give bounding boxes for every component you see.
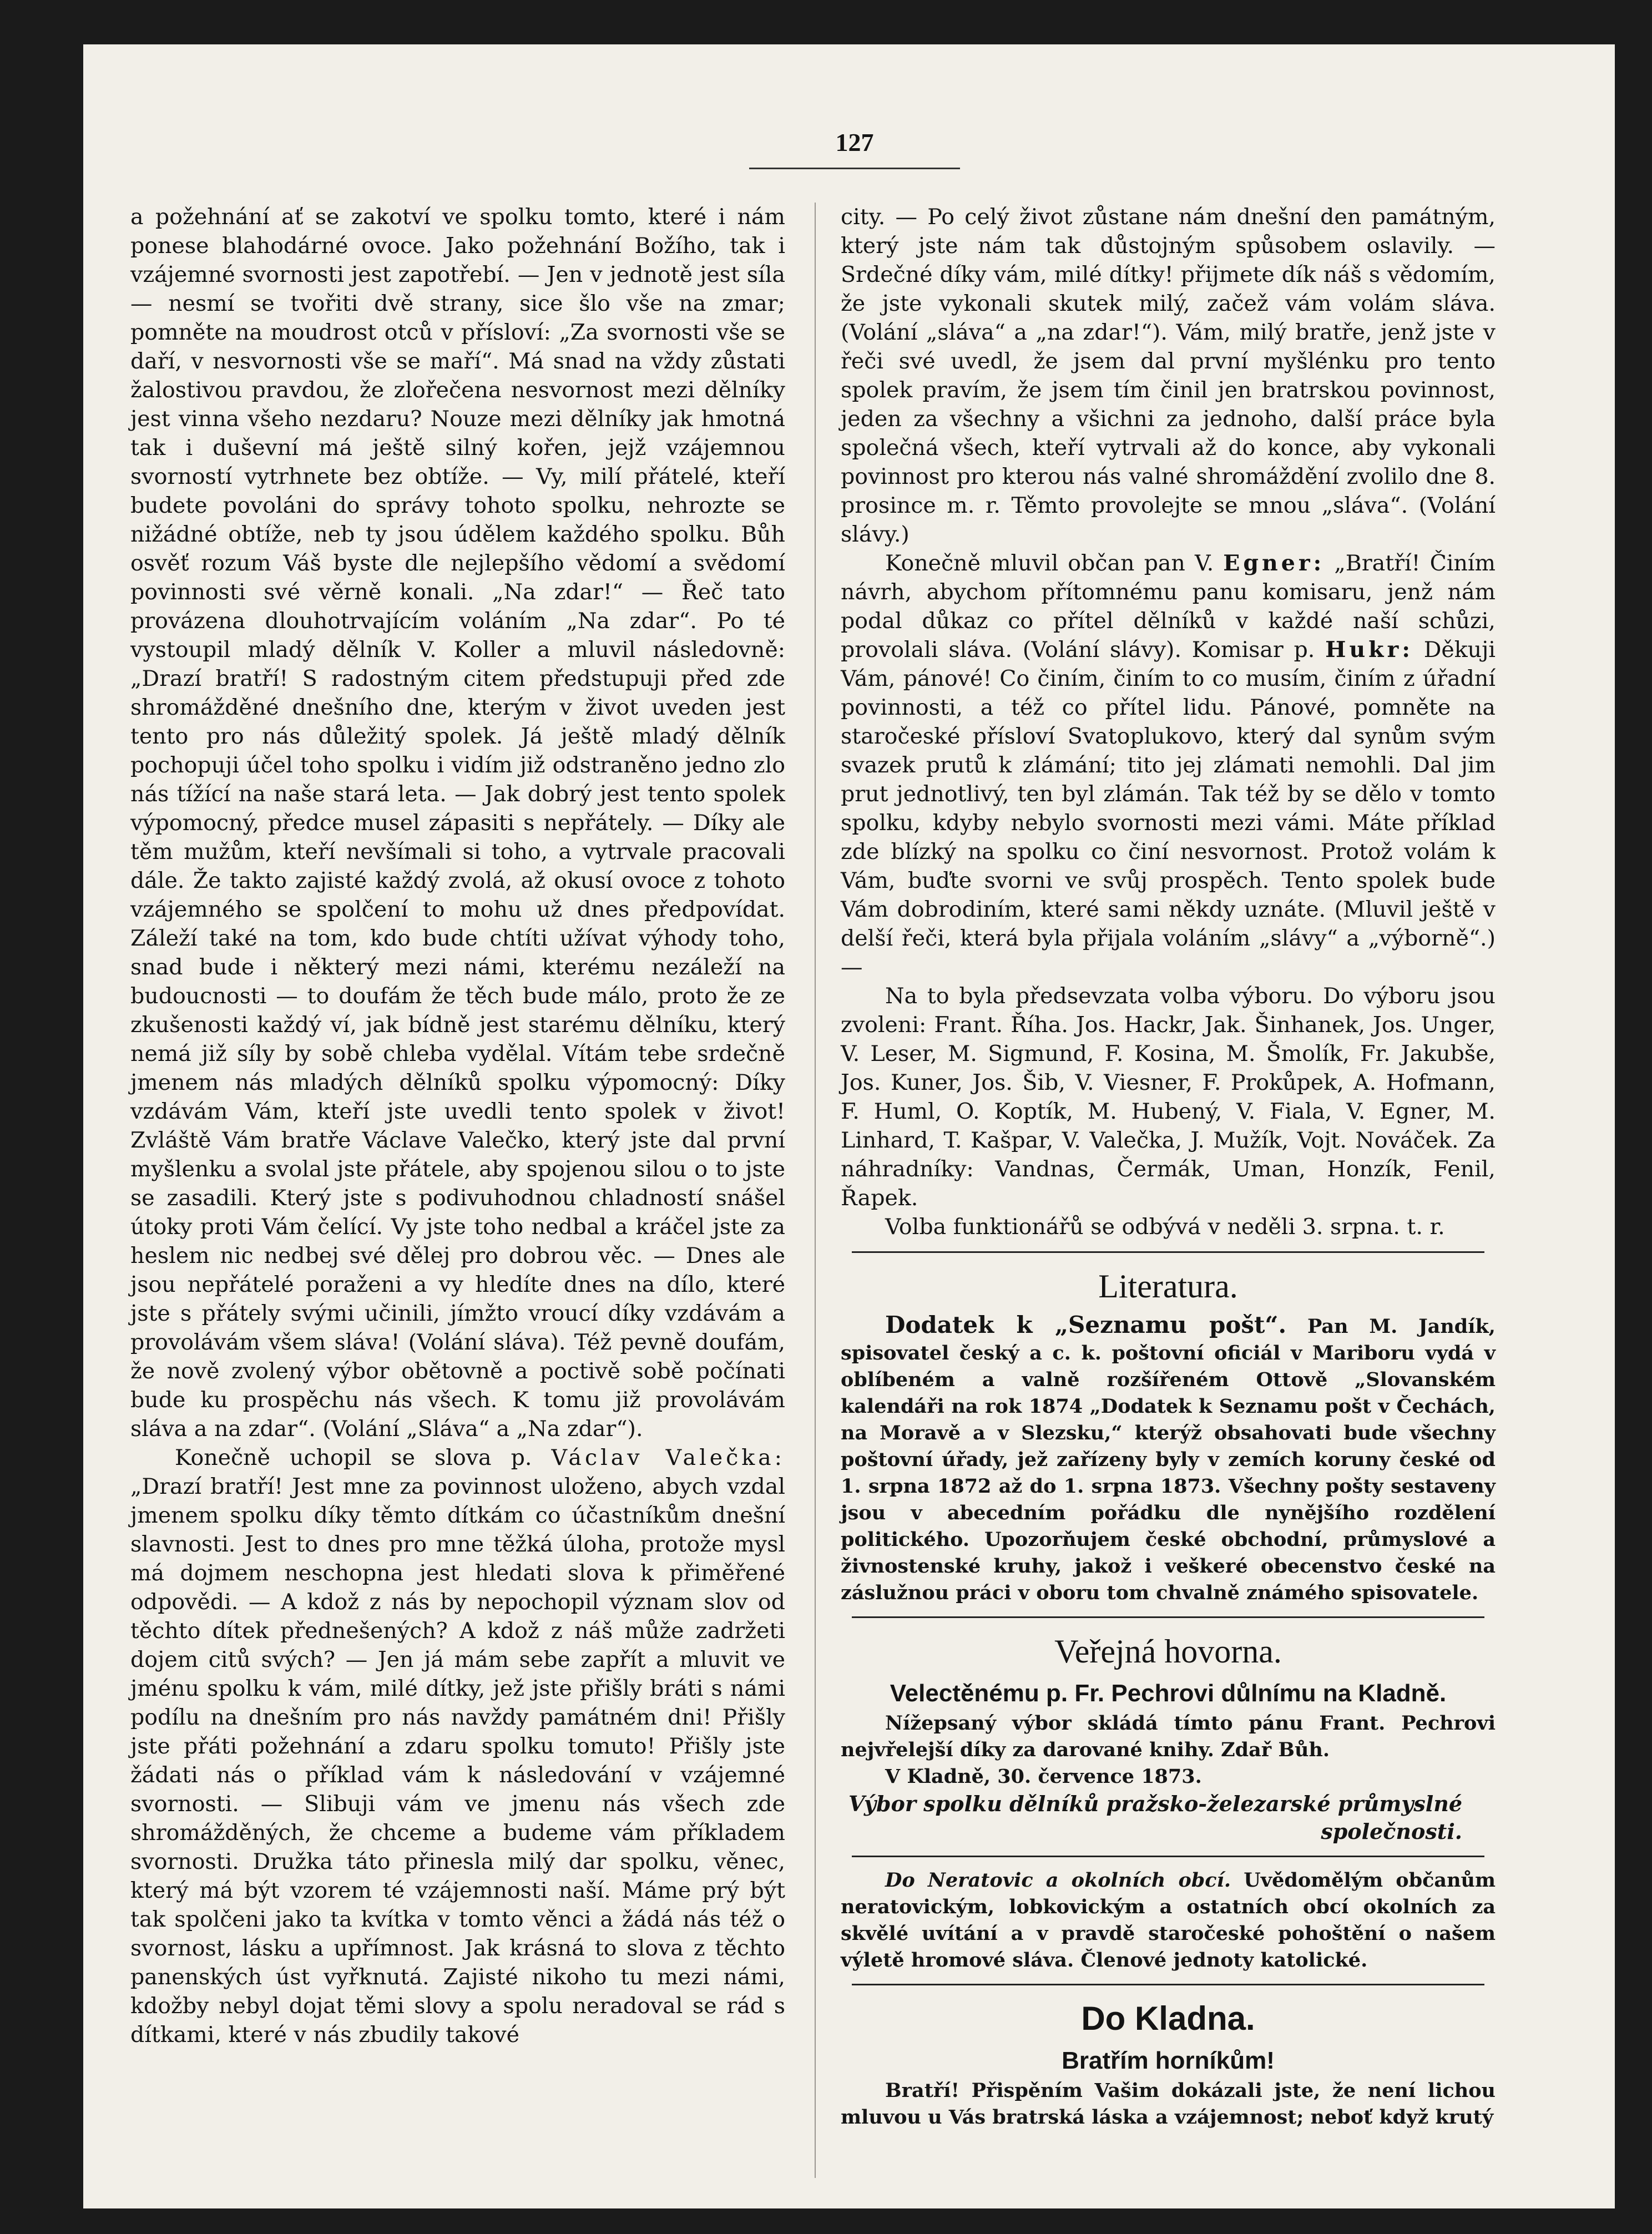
section-rule xyxy=(852,1984,1484,1985)
section-rule xyxy=(852,1251,1484,1253)
literatura-paragraph xyxy=(841,1312,1496,1606)
right-speech-paragraph: city. — Po celý život zůstane nám dnešní den památným, který jste nám tak důstojným spůsobem oslavily. — Srdečné díky vám, milé dítky! přijmete dík náš s vědomím, že jste vykonali skutek milý, začež vám volám sláva. (Volání „sláva“ a „na zdar!“). Vám, milý bratře, jenž jste v řeči své uvedl, že jsem dal první myšlénku pro tento spolek pravím, že jsem tím činil jen bratrskou povinnost, jeden za všechny a všichni za jednoho, další práce byla společná všech, kteří vytrvali až do konce, aby vykonali povinnost pro kterou nás valné shromáždění zvolilo dne 8. prosince m. r. Těmto provolejte se mnou „sláva“. (Volání slávy.) xyxy=(841,204,1496,547)
hovorna-signature: Výbor spolku dělníků pražsko-železarské průmyslné společnosti. xyxy=(848,1791,1462,1844)
left-column xyxy=(130,203,785,2049)
neratovice-text: Uvědomělým občanům neratovickým, lobkovickým a ostatních obcí okolních za skvělé uvítání a v pravdě staročeské pohoštění o našem výletě hromové sláva. xyxy=(841,1869,1496,1972)
right-column xyxy=(841,203,1496,2131)
egner-paragraph xyxy=(841,549,1496,982)
newspaper-page xyxy=(83,44,1615,2208)
kladno-heading: Do Kladna. xyxy=(1081,2000,1255,2037)
literatura-text: Pan M. Jandík, spisovatel český a c. k. poštovní oficiál v Mariboru vydá v oblíbeném a valně rozšířeném Ottově „Slovanském kalendáři na rok 1874 „Dodatek k Seznamu pošt v Čechách, na Moravě a v Slezsku,“ kterýž obsahovati bude všechny poštovní úřady, jež zařízeny byly v zemích koruny české od 1. srpna 1872 až do 1. srpna 1873. Všechny pošty sestaveny jsou v abecedním pořádku dle nynějšího rozdělení politického. Upozorňujem české obchodní, průmyslové a živnostenské kruhy, jakož i veškeré obecenstvo české na záslužnou práci v oboru tom chvalně známého spisovatele. xyxy=(841,1315,1496,1604)
hovorna-text: Nížepsaný výbor skládá tímto pánu Frant. Pechrovi nejvřelejší díky za darované knihy. Zdař Bůh. xyxy=(841,1712,1496,1761)
page-number: 127 xyxy=(835,128,874,156)
neratovice-paragraph xyxy=(841,1867,1496,1974)
hukr-name: Hukr: xyxy=(1325,637,1413,663)
valecka-paragraph xyxy=(130,1443,785,2049)
election-end: Volba funktionářů se odbývá v neděli 3. srpna. t. r. xyxy=(885,1214,1445,1240)
kladno-text: Bratří! Přispěním Vašim dokázali jste, že není lichou mluvou u Vás bratrská láska a vzájemnost; neboť když krutý xyxy=(841,2079,1496,2129)
section-rule xyxy=(852,1616,1484,1618)
valecka-speech: „Drazí bratří! Jest mne za povinnost uloženo, abych vzdal jmenem spolku díky těmto dítkám co účastníkům dnešní slavnosti. Jest to dnes pro mne těžká úloha, protože mysl má dojmem neschopna jest hledati slova k přiměřené odpovědi. — A kdož z nás by nepochopil význam slov od těchto dítek přednešených? A kdož z náš může zadržeti dojem citů svých? — Jen já mám sebe zapřít a mluvit ve jménu spolku k vám, milé dítky, jež jste přišly bráti s námi podílu na dnešním pro nás navždy památném dni! Přišly jste přáti požehnání a zdaru spolku tomuto! Přišly jste žádati nás o příklad vám k následování v vzájemné svornosti. — Slibuji vám ve jmenu nás všech zde shromážděných, že chceme a budeme vám příkladem svornosti. Družka táto přinesla milý dar spolku, věnec, který má být vzorem té vzájemnosti naší. Máme prý být tak spolčeni jako ta kvítka v tomto věnci a žádá nás též o svornost, lásku a upřímnost. Jak krásná to slova z těchto panenských úst vyřknutá. Zajisté nikoho tu mezi námi, kdožby nebyl dojat těmi slovy a spolu neradoval se rád s dítkami, které v nás zbudily takové xyxy=(130,1474,785,2048)
koller-speech-paragraph: a požehnání ať se zakotví ve spolku tomto, které i nám ponese blahodárné ovoce. Jako požehnání Božího, tak i vzájemné svornosti jest zapotřebí. — Jen v jednotě jest síla — nesmí se tvořiti dvě strany, sice šlo vše na zmar; pomněte na moudrost otců v přísloví: „Za svornosti vše se daří, v nesvornosti vše se maří“. Má snad na vždy zůstati žalostivou pravdou, že zlořečena nesvornost mezi dělníky jest vinna všeho nezdaru? Nouze mezi dělníky jak hmotná tak i duševní má ještě silný kořen, jejž vzájemnou svorností vytrhnete bez obtíže. — Vy, milí přátelé, kteří budete povoláni do správy tohoto spolku, nehrozte se nižádné obtíže, neb ty jsou údělem každého spolku. Bůh osvěť rozum Váš byste dle nejlepšího vědomí a svědomí povinnosti své věrně konali. „Na zdar!“ — Řeč tato provázena dlouhotrvajícím voláním „Na zdar“. Po té vystoupil mladý dělník V. Koller a mluvil následovně: „Drazí bratří! S radostným citem předstupuji před zde shromážděné dnešního dne, kterým v život uveden jest tento pro nás důležitý spolek. Já ještě mladý dělník pochopuji účel toho spolku i vidím již odstraněno jedno zlo nás tížící na naše stará leta. — Jak dobrý jest tento spolek výpomocný, předce musel zápasiti s nepřátely. — Díky ale těm mužům, kteří nevšímali si toho, a vytrvale pracovali dále. Že takto zajisté každý zvolá, až okusí ovoce z tohoto vzájemného se spolčení to mohu už dnes předpovídat. Záleží také na tom, kdo bude chtíti užívat výhody toho, snad bude i některý mezi námi, kterému nezáleží na budoucnosti — to doufám že těch bude málo, proto že ze zkušenosti každý ví, jak bídně jest starému dělníku, který nemá již síly by sobě chleba vydělal. Vítám tebe srdečně jmenem nás mladých dělníků spolku výpomocný: Díky vzdávám Vám, kteří jste uvedli tento spolek v život! Zvláště Vám bratře Václave Valečko, který jste dal první myšlenku a svolal jste přátele, aby spojenou silou o to jste se zasadili. Který jste s podivuhodnou chladností snášel útoky proti Vám čelící. Vy jste toho nedbal a kráčel jste za heslem nic nedbej své dělej pro dobrou věc. — Dnes ale jsou nepřátelé poraženi a vy hledíte dnes na dílo, které jste s přátely svými učinili, jímžto vroucí díky vzdávám a provolávám všem sláva! (Volání sláva). Též pevně doufám, že nově zvolený výbor obětovně a poctivě sobě počínati bude ku prospěchu nás všech. K tomu již provolávám sláva a na zdar“. (Volání „Sláva“ a „Na zdar“). xyxy=(130,204,785,1442)
election-paragraph: Na to byla předsevzata volba výboru. Do výboru jsou zvoleni: Frant. Říha. Jos. Hackr, Jak. Šinhanek, Jos. Unger, V. Leser, M. Sigmund, F. Kosina, M. Šmolík, Fr. Jakubše, Jos. Kuner, Jos. Šib, V. Viesner, F. Prokůpek, A. Hofmann, F. Huml, O. Koptík, M. Hubený, V. Fiala, V. Egner, M. Linhard, T. Kašpar, V. Valečka, J. Mužík, Vojt. Nováček. Za náhradníky: Vandnas, Čermák, Uman, Honzík, Fenil, Řapek. xyxy=(841,983,1496,1211)
hukr-speech: Děkuji Vám, pánové! Co činím, činím to co musím, činím z úřadní povinnosti, a též co přítel lidu. Pánové, pomněte na staročeské přísloví Svatoplukovo, který dal synům svým svazek prutů k zlámání; tito jej zlámati nemohli. Dal jim prut jednotlivý, ten byl zlámán. Tak též by se dělo v tomto spolku, kdyby nebylo svornosti mezi vámi. Máte příklad zde blízký na spolku co činí nesvornost. Protož volám k Vám, buďte svorni ve svůj prospěch. Tento spolek bude Vám dobrodiním, které sami někdy uznáte. (Mluvil ještě v delší řeči, která byla přijala voláním „slávy“ a „výborně“.) — xyxy=(841,637,1496,980)
neratovice-signature: Členové jednoty katolické. xyxy=(1080,1949,1368,1972)
header-rule xyxy=(749,168,960,169)
kladno-subheading: Bratřím horníkům! xyxy=(1062,2047,1275,2074)
hovorna-subheading: Velectěnému p. Fr. Pechrovi důlnímu na Kladně. xyxy=(890,1680,1447,1707)
neratovice-lead: Do Neratovic a okolních obcí. xyxy=(885,1869,1231,1892)
egner-speech: „Bratří! Činím návrh, abychom přítomnému panu komisaru, jenž nám podal důkaz co přítel dělníků v každé naší schůzi, provolali sláva. (Volání slávy). Komisar p. xyxy=(841,550,1496,663)
valecka-intro: Konečně uchopil se slova p. xyxy=(175,1445,532,1470)
egner-name: Egner: xyxy=(1223,550,1325,576)
literatura-heading: Literatura. xyxy=(1098,1268,1238,1305)
hovorna-heading: Veřejná hovorna. xyxy=(1054,1633,1282,1670)
valecka-name: Václav Valečka: xyxy=(551,1445,785,1470)
egner-intro: Konečně mluvil občan pan V. xyxy=(885,550,1214,576)
section-rule xyxy=(852,1856,1484,1857)
column-divider xyxy=(815,203,816,2178)
literatura-title: Dodatek k „Seznamu pošt“. xyxy=(885,1311,1287,1338)
hovorna-place: V Kladně, 30. července 1873. xyxy=(885,1765,1202,1788)
